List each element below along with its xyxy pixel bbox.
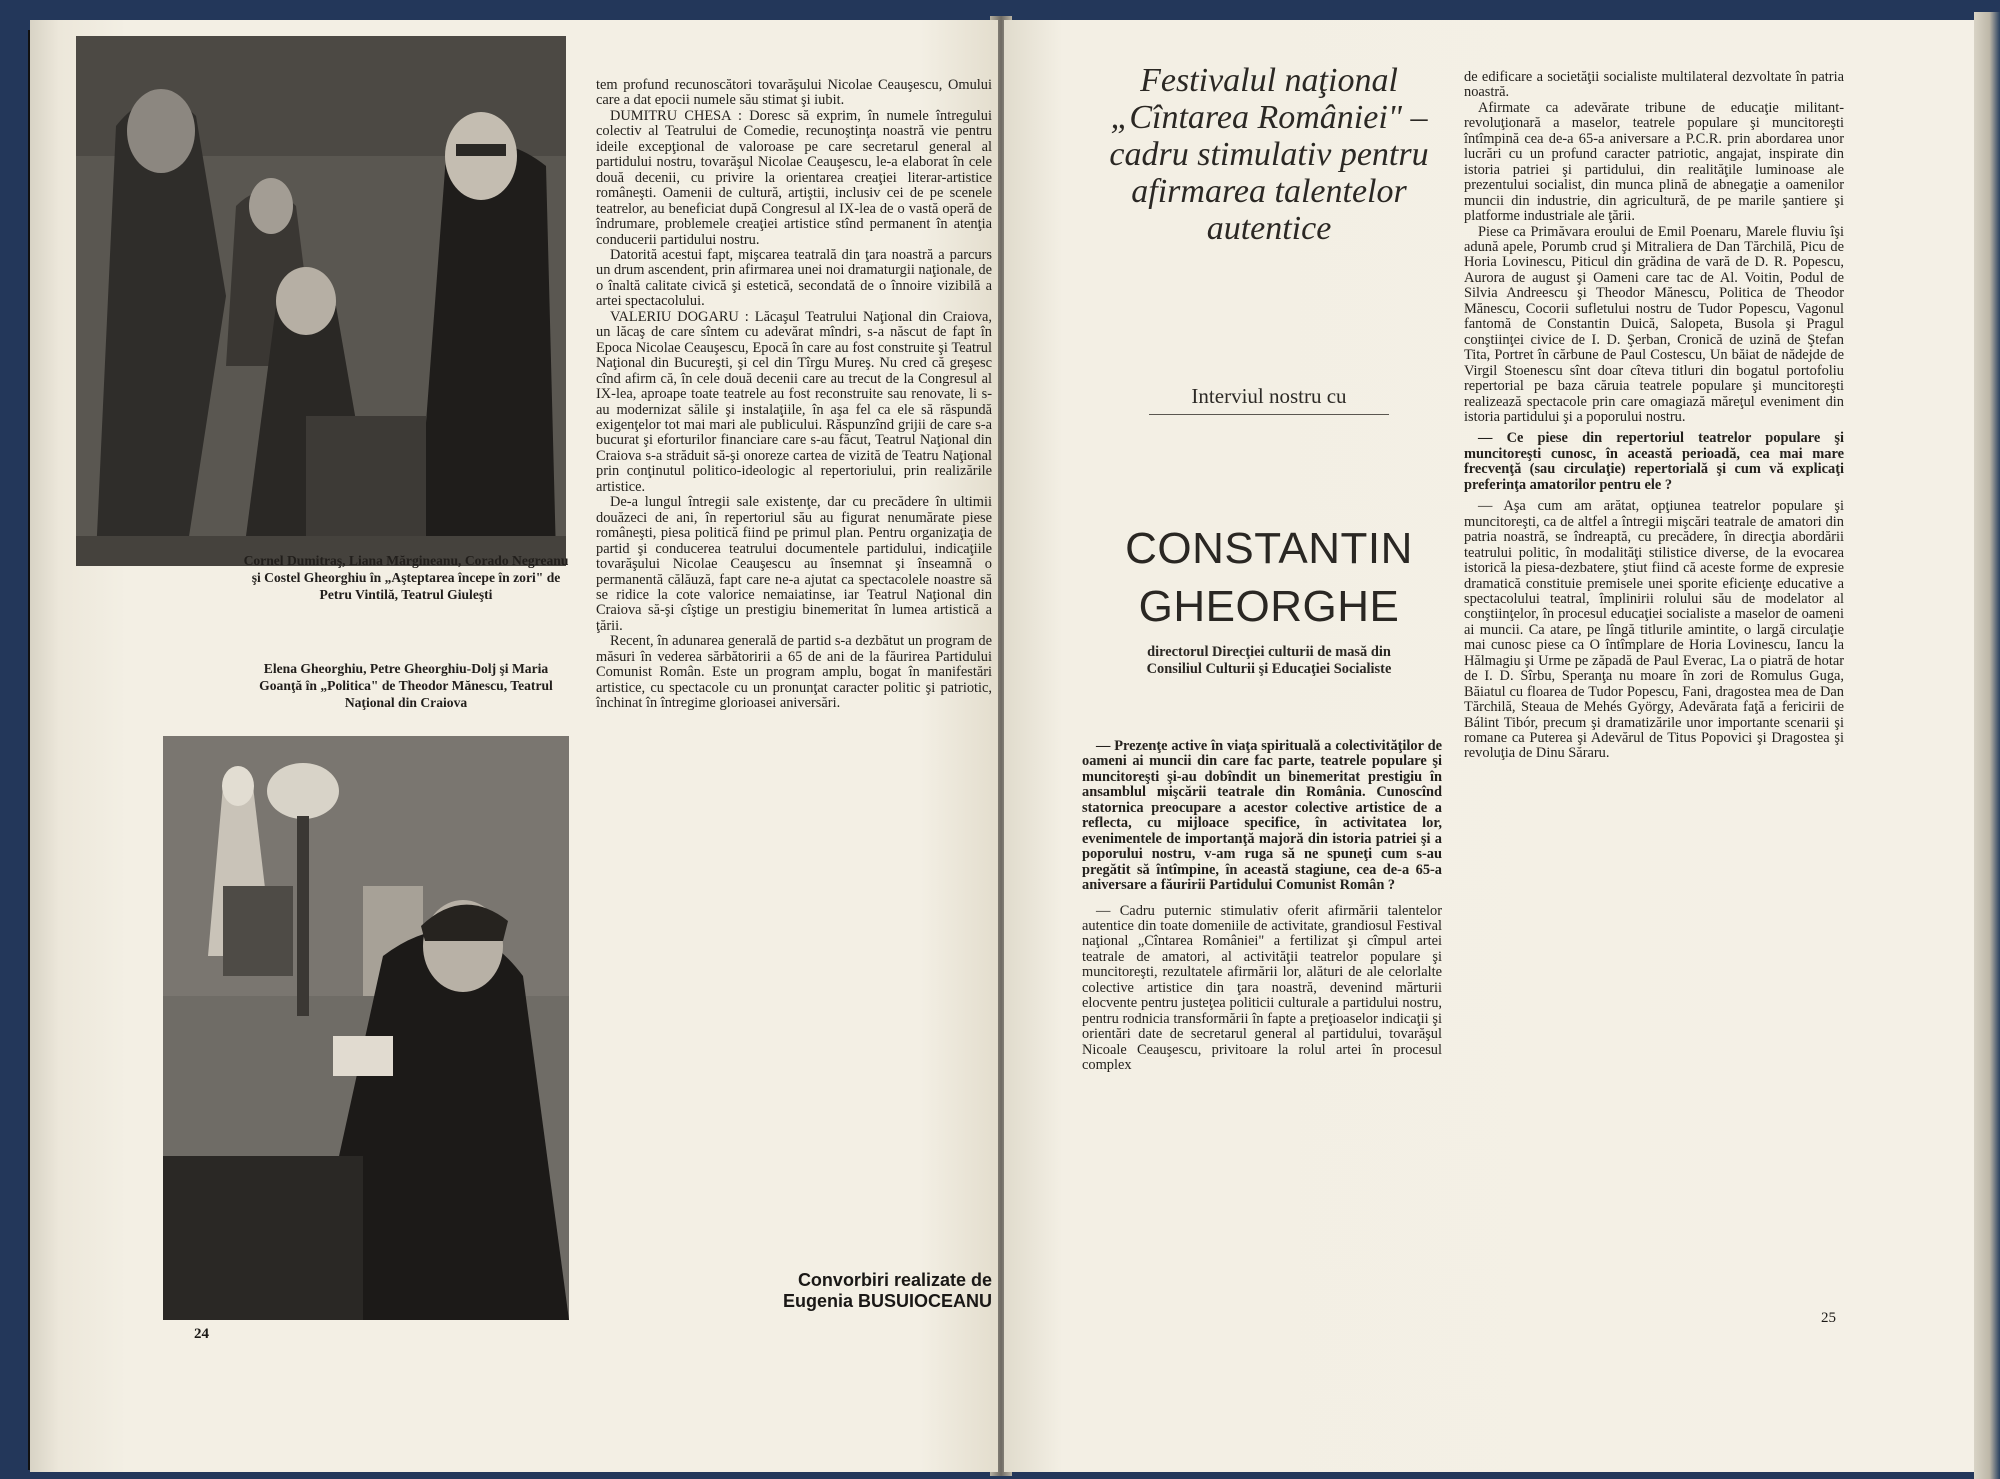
page-stack-edge (1974, 12, 2000, 1479)
answer-2: — Aşa cum am arătat, opţiunea teatrelor populare şi muncitoreşti, ca de altfel a întregii mişcări teatrale de amatori din patria noastră, se îndreaptă, cu precădere, în direcţia abordării teatrului politic, în modalităţi stilistice diverse, de la evocarea istorică la piesa-dezbatere, ştiut fiind că aceste forme de expresie dramatică constituie premisele unei sporite eficienţe educative a spectacolului teatral, împlinirii rolului său de modelator al conştiinţelor, în procesul educaţiei socialiste a maselor de oameni ai muncii. Ca atare, pe lîngă titlurile amintite, o largă circulaţie mai cunosc piese ca O întîmplare de Horia Lovinescu, Iancu la Hălmagiu şi Urme pe zăpadă de Paul Everac, La o piatră de hotar de I. D. Sîrbu, Speranţa nu moare în zori de Romulus Guga, Băiatul cu floarea de Tudor Popescu, Fani, dragostea mea de Dan Tărchilă, Steaua de Mehés György, Adevărata faţă a fericirii de Bálint Tibór, precum şi dramatizările unor importante scenarii şi romane ca Puterea şi Adevărul de Titus Popovici şi Dragostea şi revoluţia de Dinu Săraru. (1464, 498, 1844, 762)
right-page (1004, 20, 1974, 1472)
paragraph: Piese ca Primăvara eroului de Emil Poenaru, Marele fluviu îşi adună apele, Porumb crud şi Mitraliera de Dan Tărchilă, Picu de Horia Lovinescu, Piticul din grădina de vară de D. R. Popescu, Aurora de august şi Oameni care tac de Al. Voitin, Podul de Silvia Andreescu şi Theodor Mănescu, Politica de Theodor Mănescu, Cocorii sufletului nostru de Tudor Popescu, Vagonul fantomă de Constantin Duică, Salopeta, Busola şi Pragul conştiinţei civice de I. D. Şerban, Cronică de uzină de Ştefan Tita, Portret în cărbune de Paul Costescu, Un băiat de nădejde de Virgil Stoenescu sînt doar cîteva titluri din bogatul portofoliu repertorial pe baza căruia teatrele populare şi muncitoreşti realizează spectacole prin care omagiază măreţul eveniment din istoria partidului şi a poporului nostru. (1464, 223, 1844, 425)
right-text-column-2 (1464, 70, 1844, 762)
paragraph: tem profund recunoscători tovarăşului Nicolae Ceauşescu, Omului care a dat epocii numele său stimat şi iubit. (596, 77, 992, 109)
left-page (30, 20, 998, 1472)
right-text-column-1 (1082, 739, 1442, 1074)
left-text-column (596, 78, 992, 712)
question-1: — Prezenţe active în viaţa spirituală a colectivităţilor de oameni ai muncii din care fac parte, teatrele populare şi muncitoreşti şi-au dobîndit un binemeritat prestigiu în ansamblul mişcării teatrale din România. Cunoscînd statornica preocupare a acestor colective artistice de a reflecta, cu mijloace specifice, în activitatea lor, evenimentele de importanţă majoră din istoria patriei şi a poporului nostru, v-am ruga să ne spuneţi cum s-au pregătit să întîmpine, în această stagiune, cea de-a 65-a aniversare a făuririi Partidului Comunist Român ? (1082, 738, 1442, 894)
paragraph: VALERIU DOGARU : Lăcaşul Teatrului Naţional din Craiova, un lăcaş de care sîntem cu adevărat mîndri, s-a născut de fapt în Epoca Nicolae Ceauşescu, Epocă în care au fost construite şi Teatrul Naţional din Bucureşti, şi cel din Tîrgu Mureş. Nu cred că greşesc cînd afirm că, în cele două decenii care au trecut de la Congresul al IX-lea, aproape toate teatrele au fost reconstruite sau renovate, li s-au modernizat sălile şi instalaţiile, în aşa fel ca ele să răspundă exigenţelor tot mai mari ale publicului. Răspunzînd grijii de care s-a bucurat şi eforturilor financiare care s-au făcut, Teatrul Naţional din Craiova s-a străduit să-şi onoreze cartea de vizită de Teatru Naţional prin conţinutul politico-ideologic al repertoriului, prin realizările artistice. (596, 308, 992, 495)
photo-top-caption: Cornel Dumitraş, Liana Mărgineanu, Corado Negreanu şi Costel Gheorghiu în „Aşteptarea începe în zori" de Petru Vintilă, Teatrul Giuleşti (243, 553, 569, 602)
name-first: CONSTANTIN (1125, 524, 1413, 573)
question-2: — Ce piese din repertoriul teatrelor populare şi muncitoreşti cunosc, în această perioadă, cea mai mare frecvenţă (sau circulaţie) repertorială şi cum vă explicaţi preferinţa amatorilor pentru ele ? (1464, 430, 1844, 493)
paragraph: De-a lungul întregii sale existenţe, dar cu precădere în ultimii douăzeci de ani, în repertoriul său au figurat nenumărate piese româneşti, piesa politică fiind pe primul plan. Pentru organizaţia de partid şi conducerea teatrului documentele partidului, indicaţiile tovarăşului Nicolae Ceauşescu au însemnat şi înseamnă o permanentă călăuză, fapt care ne-a ajutat ca spectacolele noastre să se ridice la cote valorice nemaiatinse, iar Teatrul Naţional din Craiova să-şi cîştige un prestigiu binemeritat în lumea artistică a ţării. (596, 494, 992, 634)
byline-author: Eugenia BUSUIOCEANU (782, 1291, 992, 1311)
page-number-left: 24 (194, 1326, 209, 1342)
paragraph: Recent, în adunarea generală de partid s-a dezbătut un program de măsuri în vederea sărbătoririi a 65 de ani de la făurirea Partidului Comunist Român. Este un program amplu, bogat în manifestări artistice, cu spectacole cu un pronunţat caracter politic şi patriotic, închinat în întregime glorioasei aniversări. (596, 633, 992, 712)
interview-label: Interviul nostru cu (1191, 384, 1347, 408)
name-last: GHEORGHE (1138, 582, 1400, 631)
byline (596, 1270, 992, 1312)
paragraph: Afirmate ca adevărate tribune de educaţie militant-revoluţionară a maselor, teatrele populare şi muncitoreşti întîmpină cea de-a 65-a aniversare a P.C.R. prin abordarea unor lucrări cu un profund caracter patriotic, angajat, inspirate din istoria patriei şi partidului, din realităţile luminoase ale prezentului socialist, din munca plină de abnegaţie a oamenilor muncii din industrie, din agricultură, de pe marile şantiere şi platforme industriale ale ţării. (1464, 99, 1844, 225)
paragraph: de edificare a societăţii socialiste multilateral dezvoltate în patria noastră. (1464, 69, 1844, 101)
photo-top-stage-scene (76, 36, 566, 566)
interviewee-name (1074, 520, 1464, 636)
paragraph: DUMITRU CHESA : Doresc să exprim, în numele întregului colectiv al Teatrului de Comedie, recunoştinţa noastră vie pentru ideile excepţional de valoroase pe care secretarul general al partidului nostru, tovarăşul Nicolae Ceauşescu, le-a elaborat în cele două decenii, cu privire la orientarea creaţiei literar-artistice româneşti. Oamenii de cultură, artiştii, inclusiv cei de pe scenele teatrelor, au beneficiat după Congresul al IX-lea de o vastă operă de îndrumare, problemele creaţiei artistice stînd permanent în atenţia conducerii partidului nostru. (596, 107, 992, 248)
photo-bottom-stage-scene (163, 736, 569, 1320)
byline-line-1: Convorbiri realizate de (797, 1270, 992, 1290)
photo-bottom-caption: Elena Gheorghiu, Petre Gheorghiu-Dolj şi Maria Goanţă în „Politica" de Theodor Mănescu, Teatrul Naţional din Craiova (259, 661, 553, 710)
paragraph: Datorită acestui fapt, mişcarea teatrală din ţara noastră a parcurs un drum ascendent, prin afirmarea unei noi dramaturgii naţionale, de o înaltă calitate civică şi estetică, secondată de o înnoire vizibilă a artei spectacolului. (596, 246, 992, 310)
article-headline: Festivalul naţional „Cîntarea României" – cadru stimulativ pentru afirmarea talentelor autentice (1109, 62, 1429, 247)
interviewee-role: directorul Direcţiei culturii de masă din Consiliul Culturii şi Educaţiei Socialiste (1146, 644, 1392, 677)
page-number-right: 25 (1821, 1310, 1836, 1326)
answer-1: — Cadru puternic stimulativ oferit afirmării talentelor autentice din toate domeniile de activitate, grandiosul Festival naţional „Cîntarea României" a fertilizat şi cîmpul artei teatrale de amatori, al activităţii teatrelor populare şi muncitoreşti, rezultatele afirmării lor, alături de ale celorlalte colective artistice din ţara noastră, devenind mărturii elocvente pentru justeţea politicii culturale a partidului nostru, pentru rodnicia transformării în fapte a preţioaselor indicaţii şi orientări date de secretarul general al partidului, tovarăşul Nicoale Ceauşescu, privitoare la rolul artei în procesul complex (1082, 902, 1442, 1074)
interview-rule (1149, 414, 1389, 415)
